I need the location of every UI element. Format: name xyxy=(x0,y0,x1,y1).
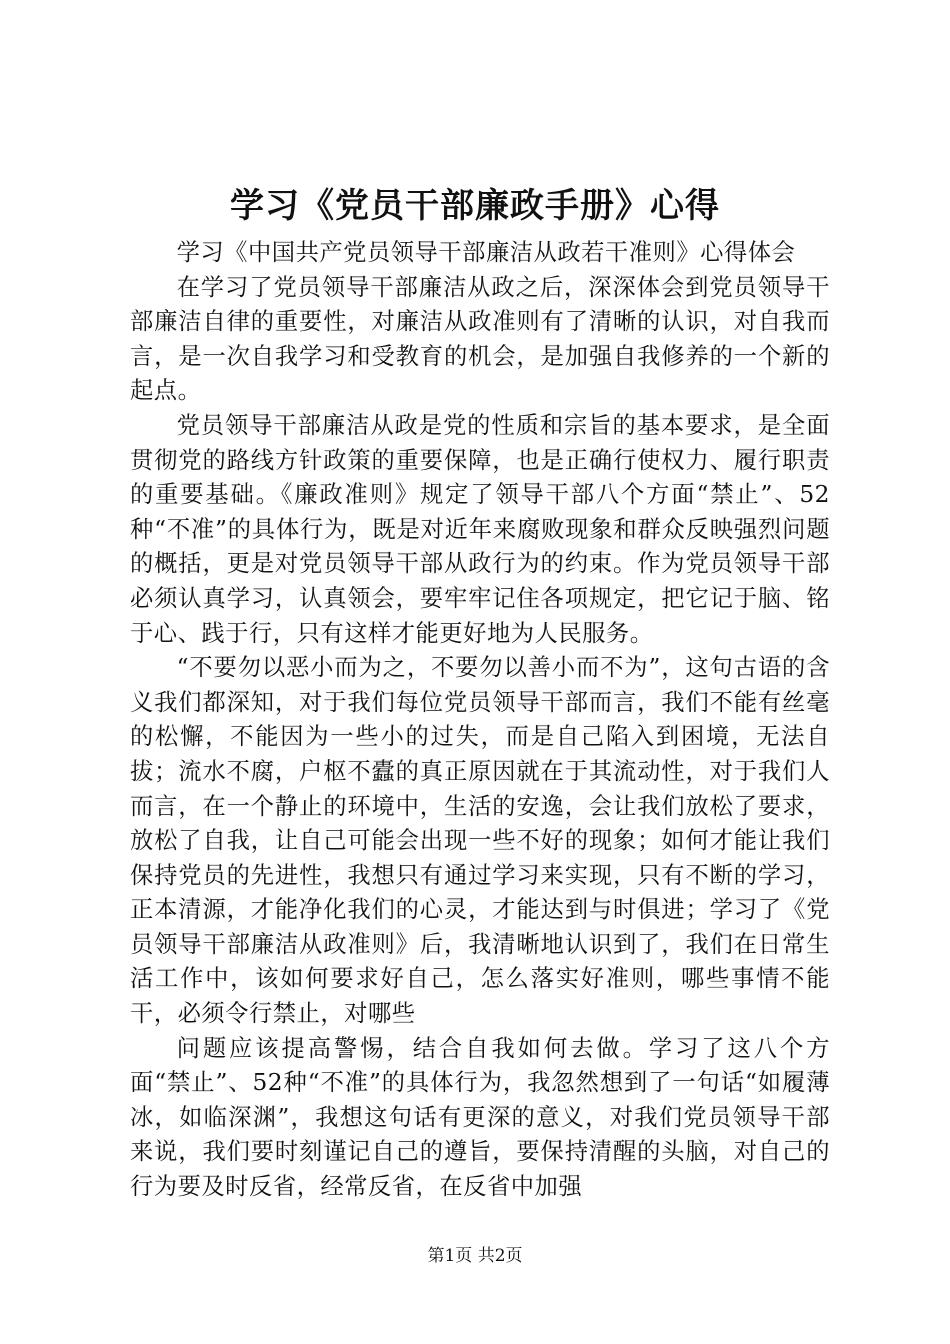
document-body xyxy=(130,236,830,1205)
paragraph: 问题应该提高警惕，结合自我如何去做。学习了这八个方面“禁止”、52种“不准”的具体行为，我忽然想到了一句话“如履薄冰，如临深渊”，我想这句话有更深的意义，对我们党员领导干部来说，我们要时刻谨记自己的遵旨，要保持清醒的头脑，对自己的行为要及时反省，经常反省，在反省中加强 xyxy=(130,1034,830,1201)
paragraph: 党员领导干部廉洁从政是党的性质和宗旨的基本要求，是全面贯彻党的路线方针政策的重要保障，也是正确行使权力、履行职责的重要基础。《廉政准则》规定了领导干部八个方面“禁止”、52种“不准”的具体行为，既是对近年来腐败现象和群众反映强烈问题的概括，更是对党员领导干部从政行为的约束。作为党员领导干部必须认真学习，认真领会，要牢牢记住各项规定，把它记于脑、铭于心、践于行，只有这样才能更好地为人民服务。 xyxy=(130,411,830,647)
page-number-footer: 第1页 共2页 xyxy=(427,1246,523,1266)
document-title: 学习《党员干部廉政手册》心得 xyxy=(230,186,720,226)
paragraph: 在学习了党员领导干部廉洁从政之后，深深体会到党员领导干部廉洁自律的重要性，对廉洁从政准则有了清晰的认识，对自我而言，是一次自我学习和受教育的机会，是加强自我修养的一个新的起点。 xyxy=(130,273,830,405)
paragraph: “不要勿以恶小而为之，不要勿以善小而不为”，这句古语的含义我们都深知，对于我们每位党员领导干部而言，我们不能有丝毫的松懈，不能因为一些小的过失，而是自己陷入到困境，无法自拔；流水不腐，户枢不蠹的真正原因就在于其流动性，对于我们人而言，在一个静止的环境中，生活的安逸，会让我们放松了要求，放松了自我，让自己可能会出现一些不好的现象；如何才能让我们保持党员的先进性，我想只有通过学习来实现，只有不断的学习，正本清源，才能净化我们的心灵，才能达到与时俱进；学习了《党员领导干部廉洁从政准则》后，我清晰地认识到了，我们在日常生活工作中，该如何要求好自己，怎么落实好准则，哪些事情不能干，必须令行禁止，对哪些 xyxy=(130,654,830,1028)
paragraph: 学习《中国共产党员领导干部廉洁从政若干准则》心得体会 xyxy=(176,239,796,266)
